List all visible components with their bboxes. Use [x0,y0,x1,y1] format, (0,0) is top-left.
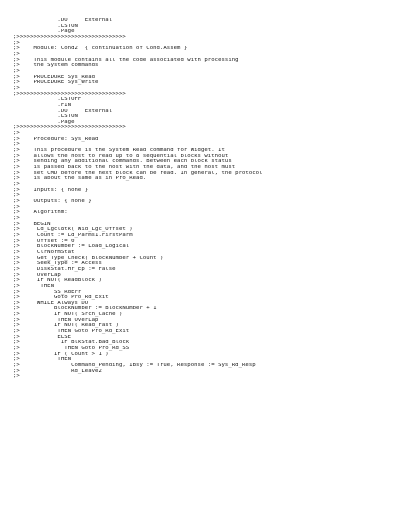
code-line: .DO External [13,108,113,114]
code-line: ;> Offset := 0 [13,238,75,244]
code-line: ;> THEN [13,357,72,363]
code-line: ;> IF NOT( Srch_Cache ) [13,312,123,318]
code-line: ;> Procedure: Sys_Read [13,136,99,142]
code-line: ;> [13,215,20,221]
code-line: ;>>>>>>>>>>>>>>>>>>>>>>>>>>>>>>>> [13,91,126,97]
code-line: ;> set CMD before the next block can be read. In general, the protocol [13,170,263,176]
code-line: ;> WHILE Always DO [13,300,89,306]
code-line: ;> is about the same as in Pro_Read. [13,176,147,182]
code-line: .FIN [13,102,72,108]
code-line: ;> [13,51,20,57]
code-line: ;> the System commands [13,63,99,69]
code-line: ;> Ld_Lgcl8tk( Wid_Lgc_Offset ) [13,227,133,233]
code-line: ;> [13,182,20,188]
code-line: ;> ClrNormStat [13,249,75,255]
code-line: ;> BlockNumber := BlockNumber + 1 [13,306,157,312]
code-line: ;>>>>>>>>>>>>>>>>>>>>>>>>>>>>>>>> [13,125,126,131]
code-line: ;> Outputs: { none } [13,199,92,204]
code-line: ;> Inputs: { none } [13,187,89,193]
code-line: ;> Command_Pending, IBsy := True, Response := Sys_Rd_Resp [13,363,256,369]
code-line: ;> SS_RdErr [13,289,82,295]
code-line: ;> [13,374,20,380]
code-line: ;> THEN [13,283,55,289]
code-listing [13,18,263,380]
code-line: ;> [13,40,20,46]
code-line: ;> THEN Goto Pro_Rd_Exit [13,329,130,335]
code-line: ;> IF NOT( Read_Fast ) [13,323,119,329]
code-line: ;> Seek_Type := Access [13,261,102,267]
code-line: ;> This module contains all the code associated with processing [13,57,239,63]
code-line: ;> IF NOT( ReadBlock ) [13,278,102,284]
code-line: ;> BEGIN [13,221,51,227]
code-line: ;> DiskStat.Hr_Ep := False [13,266,116,272]
code-line: ;> IF BlkStat.Bad_Block [13,340,130,346]
code-line: ;>>>>>>>>>>>>>>>>>>>>>>>>>>>>>>>> [13,34,126,40]
code-line: .Page [13,119,75,125]
code-line: ;> ELSE [13,334,72,340]
code-line: .LSTOFF [13,97,82,103]
code-line: .DO External [13,18,113,23]
code-line: ;> Goto Pro_Rd_Exit [13,295,109,301]
code-line: ;> OverLap [13,272,61,278]
code-line: ;> [13,193,20,199]
code-line: ;> is passed back to the host with the data, and the host must [13,165,236,171]
code-line: ;> sending any additional commands. Between each block status [13,159,232,165]
code-line: ;> THEN Goto Pro_Rd_SS [13,346,130,352]
code-line: ;> THEN OverLap [13,317,99,323]
code-line: ;> Module: Cond2 { continuation of Cond.Assem } [13,46,188,52]
code-line: ;> Get_Type_Check( BlockNumber + Count ) [13,255,164,261]
code-line: .LSTON [13,23,78,29]
code-line: ;> PROCEDURE Sys_Write [13,80,99,86]
code-line: ;> BlockNumber := Load_Logical [13,244,130,250]
code-line: ;> [13,131,20,137]
code-line: .LSTON [13,114,78,120]
code-line: ;> Count := Ld_Parms1.FirstParm [13,232,133,238]
code-line: ;> PROCEDURE Sys_Read [13,74,96,80]
code-line: ;> IF ( Count > 1 ) [13,351,109,357]
code-line: ;> [13,68,20,74]
code-line: ;> Algorithm: [13,210,68,216]
code-line: ;> [13,85,20,91]
code-line: ;> allows the host to read up to 8 sequential blocks without [13,153,229,159]
code-line: ;> Rd_Leave2 [13,368,102,374]
code-line: ;> [13,204,20,210]
code-line: .Page [13,29,75,35]
code-line: ;> This procedure is the System Read command for Widget. It [13,148,225,154]
code-line: ;> [13,142,20,148]
